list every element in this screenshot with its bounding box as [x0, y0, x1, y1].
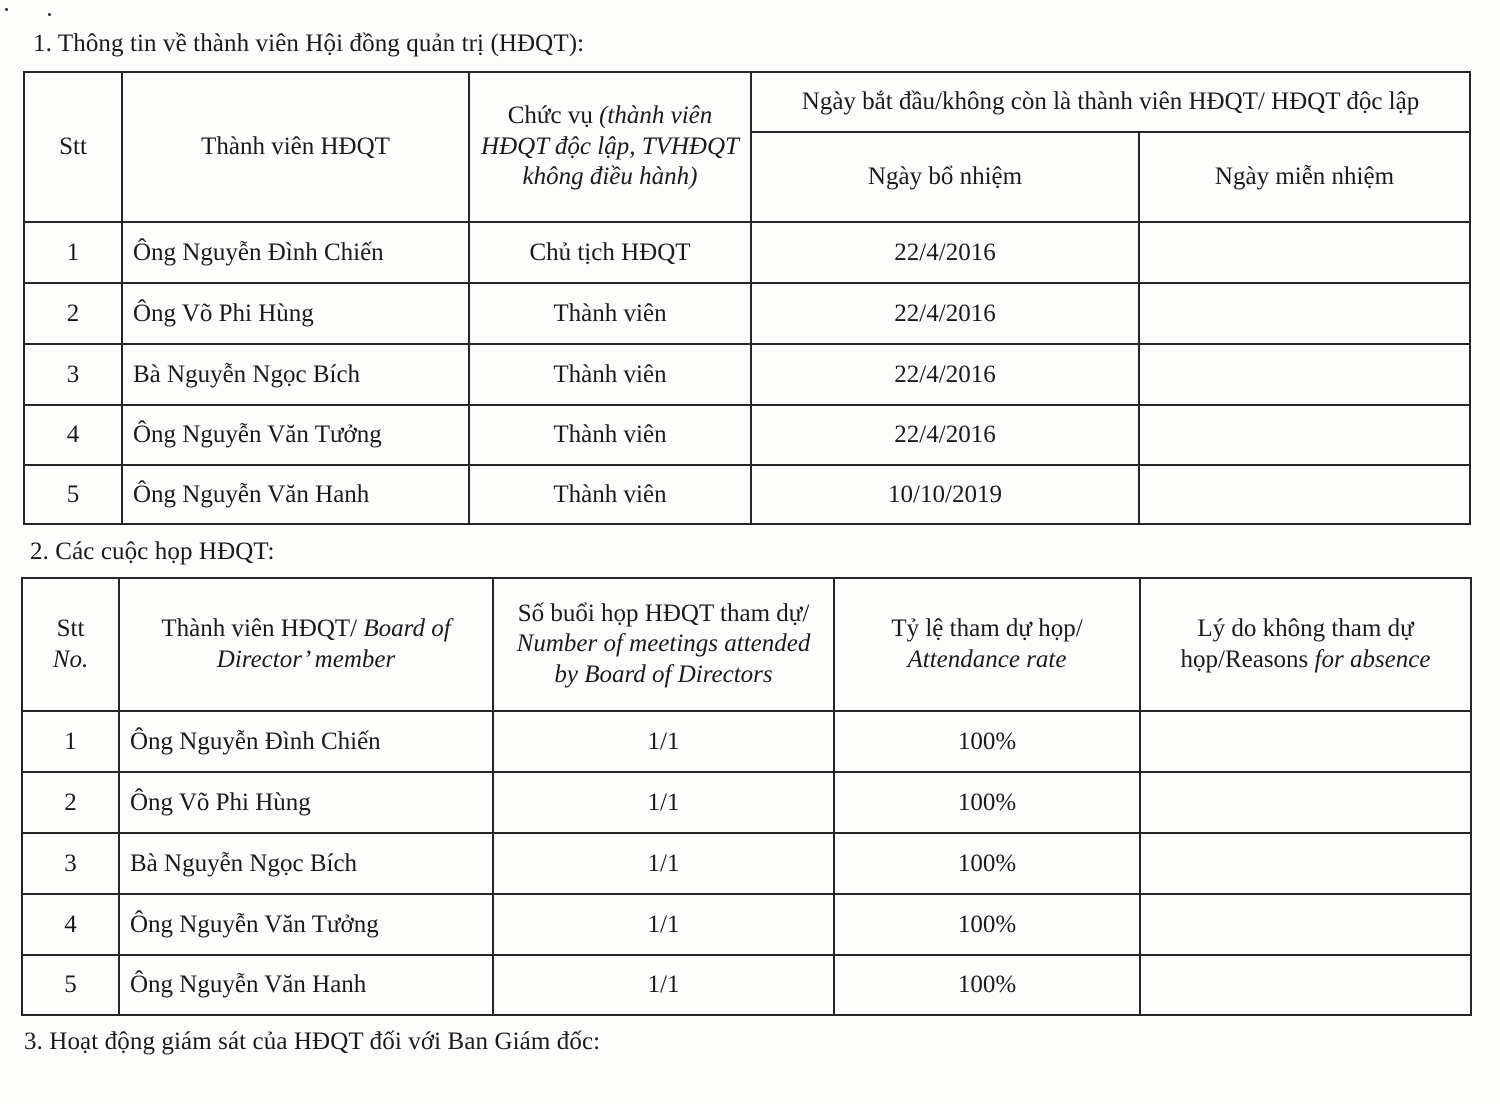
scan-speck	[48, 13, 51, 16]
cell-rate: 100%	[834, 894, 1140, 955]
section-1-heading: 1. Thông tin về thành viên Hội đồng quản trị (HĐQT):	[33, 30, 585, 57]
header-dismissed: Ngày miễn nhiệm	[1139, 132, 1470, 222]
cell-position: Thành viên	[469, 283, 751, 344]
cell-appointed: 22/4/2016	[751, 344, 1139, 405]
table-row	[22, 894, 1471, 955]
cell-member-name: Ông Võ Phi Hùng	[119, 772, 493, 833]
section-2-heading: 2. Các cuộc họp HĐQT:	[30, 538, 275, 565]
header-stt-plain: Stt	[56, 615, 85, 642]
cell-dismissed	[1139, 344, 1470, 405]
cell-member-name: Ông Nguyễn Văn Hanh	[119, 955, 493, 1015]
header-position	[469, 72, 751, 222]
cell-meetings: 1/1	[493, 833, 834, 894]
cell-meetings: 1/1	[493, 955, 834, 1015]
board-meetings-table	[21, 577, 1472, 1016]
cell-stt: 5	[22, 955, 119, 1015]
header-position-note: (thành viên HĐQT độc lập, TVHĐQT không điều hành)	[481, 102, 739, 191]
cell-reason	[1140, 711, 1471, 772]
cell-stt: 3	[22, 833, 119, 894]
header-member-en-1: Board of	[363, 615, 451, 642]
header-rate	[834, 578, 1140, 711]
cell-member-name: Ông Nguyễn Văn Hanh	[122, 465, 469, 524]
cell-position: Chủ tịch HĐQT	[469, 222, 751, 283]
header-stt-en: No.	[52, 645, 89, 673]
table-header-row	[22, 578, 1471, 711]
cell-stt: 4	[24, 405, 122, 465]
cell-appointed: 10/10/2019	[751, 465, 1139, 524]
cell-meetings: 1/1	[493, 711, 834, 772]
header-reason-en: for absence	[1314, 645, 1431, 673]
table-row	[24, 344, 1470, 405]
cell-reason	[1140, 833, 1471, 894]
cell-member-name: Ông Nguyễn Đình Chiến	[119, 711, 493, 772]
cell-member-name: Bà Nguyễn Ngọc Bích	[122, 344, 469, 405]
board-members-table	[23, 71, 1471, 525]
cell-stt: 4	[22, 894, 119, 955]
header-reason	[1140, 578, 1471, 711]
cell-member-name: Bà Nguyễn Ngọc Bích	[119, 833, 493, 894]
cell-rate: 100%	[834, 711, 1140, 772]
table-row	[24, 465, 1470, 524]
header-meetings-en: Number of meetings attended by Board of Directors	[516, 630, 811, 688]
table-row	[24, 405, 1470, 465]
cell-appointed: 22/4/2016	[751, 222, 1139, 283]
cell-reason	[1140, 772, 1471, 833]
cell-member-name: Ông Nguyễn Văn Tưởng	[119, 894, 493, 955]
cell-stt: 5	[24, 465, 122, 524]
table-row	[24, 283, 1470, 344]
cell-appointed: 22/4/2016	[751, 405, 1139, 465]
cell-dismissed	[1139, 465, 1470, 524]
header-reason-plain: Lý do không tham dự họp/Reasons	[1180, 615, 1414, 673]
cell-stt: 3	[24, 344, 122, 405]
cell-position: Thành viên	[469, 465, 751, 524]
cell-stt: 1	[24, 222, 122, 283]
table-row	[22, 833, 1471, 894]
cell-meetings: 1/1	[493, 894, 834, 955]
header-stt: Stt	[24, 72, 122, 222]
table-row	[22, 711, 1471, 772]
cell-member-name: Ông Nguyễn Đình Chiến	[122, 222, 469, 283]
cell-dismissed	[1139, 283, 1470, 344]
cell-stt: 2	[24, 283, 122, 344]
cell-reason	[1140, 894, 1471, 955]
cell-stt: 2	[22, 772, 119, 833]
cell-meetings: 1/1	[493, 772, 834, 833]
header-member: Thành viên HĐQT	[122, 72, 469, 222]
header-position-plain: Chức vụ	[507, 102, 593, 130]
scan-speck	[5, 8, 8, 11]
header-stt	[22, 578, 119, 711]
section-3-heading: 3. Hoạt động giám sát của HĐQT đối với Ban Giám đốc:	[24, 1028, 601, 1055]
header-rate-en: Attendance rate	[907, 645, 1067, 673]
header-meetings-plain: Số buổi họp HĐQT tham dự/	[517, 599, 810, 627]
header-rate-plain: Tỷ lệ tham dự họp/	[891, 615, 1083, 642]
cell-member-name: Ông Nguyễn Văn Tưởng	[122, 405, 469, 465]
header-dates-group: Ngày bắt đầu/không còn là thành viên HĐQT/ HĐQT độc lập	[751, 72, 1470, 132]
header-member-en-2: Director’ member	[216, 645, 396, 673]
cell-appointed: 22/4/2016	[751, 283, 1139, 344]
cell-rate: 100%	[834, 772, 1140, 833]
header-member-plain: Thành viên HĐQT/	[161, 615, 358, 642]
cell-position: Thành viên	[469, 344, 751, 405]
table-row	[22, 955, 1471, 1015]
table-row	[22, 772, 1471, 833]
cell-dismissed	[1139, 222, 1470, 283]
cell-reason	[1140, 955, 1471, 1015]
cell-rate: 100%	[834, 955, 1140, 1015]
header-appointed: Ngày bổ nhiệm	[751, 132, 1139, 222]
header-meetings	[493, 578, 834, 711]
table-header-row	[24, 72, 1470, 132]
cell-stt: 1	[22, 711, 119, 772]
header-member	[119, 578, 493, 711]
cell-dismissed	[1139, 405, 1470, 465]
cell-position: Thành viên	[469, 405, 751, 465]
cell-rate: 100%	[834, 833, 1140, 894]
cell-member-name: Ông Võ Phi Hùng	[122, 283, 469, 344]
table-row	[24, 222, 1470, 283]
